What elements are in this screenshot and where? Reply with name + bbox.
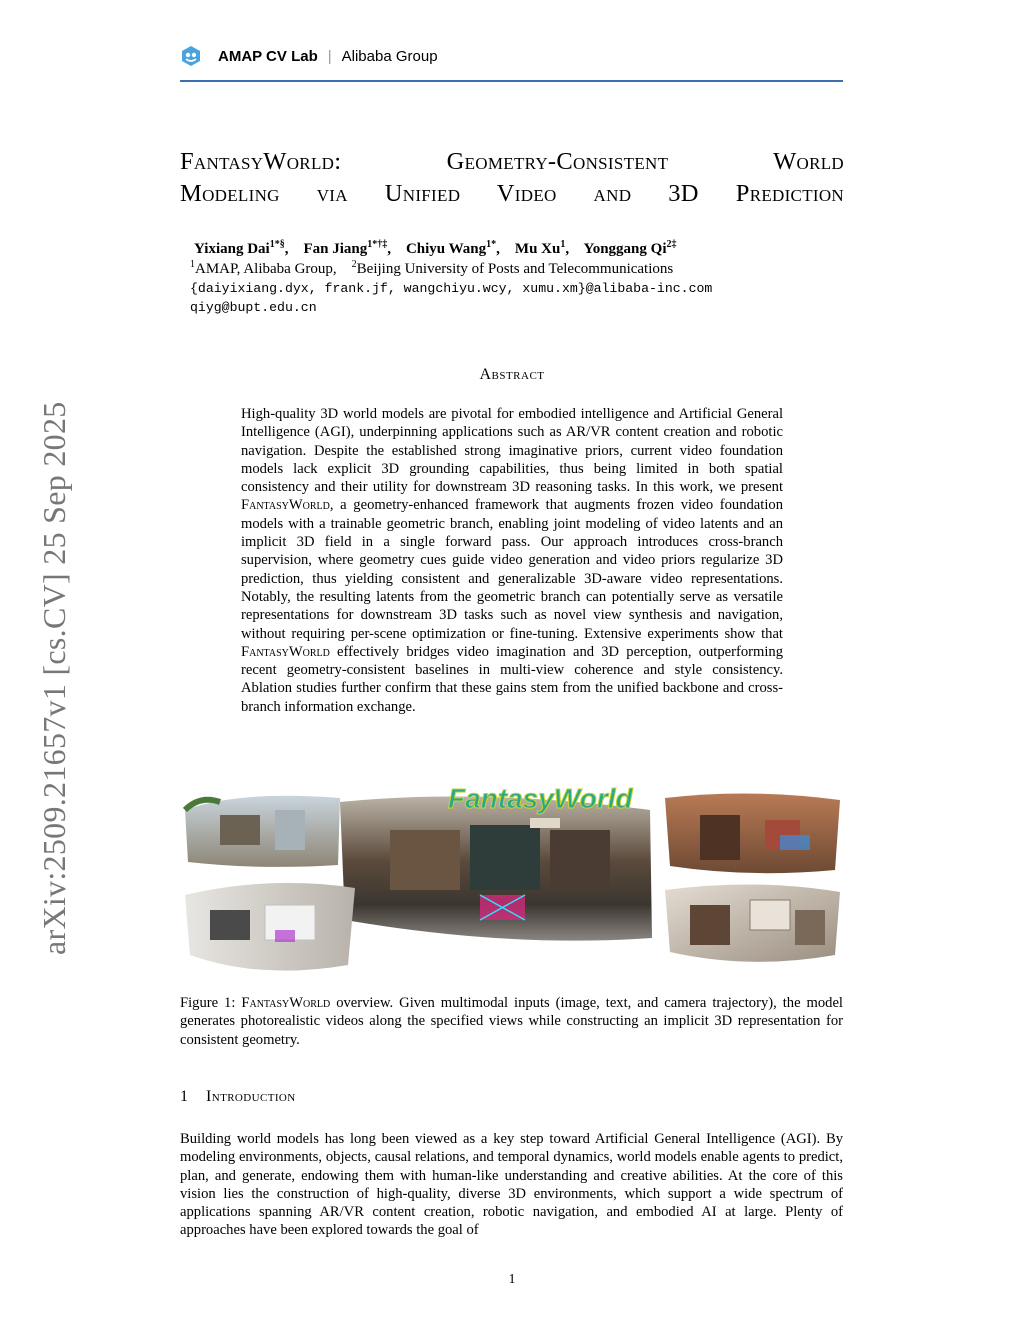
section-heading bbox=[180, 1088, 296, 1106]
caption-text: overview. Given multimodal inputs (image, text, and camera trajectory), the model generates photorealistic videos along the specified views while constructing an implicit 3D representation for consistent geometry. bbox=[180, 995, 843, 1048]
abstract-body bbox=[241, 405, 783, 716]
affiliation-text: AMAP, Alibaba Group, bbox=[195, 261, 337, 277]
abstract-heading: Abstract bbox=[479, 366, 545, 383]
amap-logo-icon bbox=[180, 45, 202, 67]
abstract-text-3: effectively bridges video imagination and 3D perception, outperforming recent geometry-consistent baselines in multi-view coherence and style consistency. Ablation studies further confirm that these gains stem from the unified backbone and cross-branch information exchange. bbox=[241, 643, 783, 715]
page-number: 1 bbox=[508, 1272, 516, 1287]
scene-center-street bbox=[340, 797, 652, 941]
group-name: Alibaba Group bbox=[341, 47, 438, 65]
method-name: FantasyWorld bbox=[241, 643, 330, 660]
author-name: Yonggang Qi bbox=[583, 241, 667, 257]
author-marks: 2‡ bbox=[666, 239, 677, 250]
author-name: Fan Jiang bbox=[303, 241, 368, 257]
scene-bottom-left bbox=[185, 883, 355, 971]
author-name: Chiyu Wang bbox=[405, 241, 487, 257]
lab-name: AMAP CV Lab bbox=[218, 47, 318, 65]
method-name: FantasyWorld bbox=[241, 995, 331, 1011]
affiliation-mark: 2 bbox=[351, 259, 357, 270]
author-marks: 1* bbox=[486, 239, 497, 250]
author-name: Yixiang Dai bbox=[194, 241, 270, 257]
caption-label: Figure 1: bbox=[180, 995, 242, 1011]
scene-top-left bbox=[185, 796, 340, 867]
section-title: Introduction bbox=[206, 1088, 296, 1105]
section-number: 1 bbox=[180, 1088, 188, 1105]
affiliation-mark: 1 bbox=[190, 259, 195, 270]
title-line-1: FantasyWorld: Geometry-Consistent World bbox=[180, 148, 844, 175]
author-marks: 1 bbox=[560, 239, 566, 250]
overview-figure bbox=[180, 770, 844, 985]
scene-bottom-right bbox=[665, 884, 840, 961]
author-marks: 1*†‡ bbox=[367, 239, 388, 250]
arxiv-stamp: arXiv:2509.21657v1 [cs.CV] 25 Sep 2025 bbox=[36, 401, 72, 955]
affiliations bbox=[190, 259, 673, 278]
introduction-paragraph: Building world models has long been viewed as a key step toward Artificial General Intelligence (AGI). By modeling environments, objects, causal relations, and temporal dynamics, world models enable agents to predict, plan, and generate, endowing them with human-like understanding and creative abilities. At the core of this vision lies the construction of high-quality, diverse 3D environments, which support a wide spectrum of applications spanning AR/VR content creation, robotic navigation, and embodied AI at large. Plenty of approaches have been explored towards the goal of bbox=[180, 1131, 843, 1239]
page-header bbox=[180, 44, 843, 68]
figure-caption bbox=[180, 994, 843, 1049]
header-rule bbox=[180, 80, 843, 82]
affiliation-text: Beijing University of Posts and Telecommunications bbox=[356, 261, 674, 277]
author-name: Mu Xu bbox=[514, 241, 561, 257]
title-line-2: Modeling via Unified Video and 3D Prediction bbox=[180, 180, 844, 207]
paper-title bbox=[180, 146, 844, 210]
method-name: FantasyWorld bbox=[241, 497, 330, 514]
email-line-2: qiyg@bupt.edu.cn bbox=[190, 300, 317, 315]
email-line-1: {daiyixiang.dyx, frank.jf, wangchiyu.wcy, xumu.xm}@alibaba-inc.com bbox=[190, 281, 713, 296]
fantasyworld-logo-text: FantasyWorld bbox=[448, 783, 633, 814]
author-marks: 1*§ bbox=[269, 239, 285, 250]
abstract-text-2: , a geometry-enhanced framework that augments frozen video foundation models with a trainable geometric branch, enabling joint modeling of video latents and an implicit 3D field in a single forward pass. Our approach introduces cross-branch supervision, where geometry cues guide video generation and video priors regularize 3D prediction, thus yielding consistent and generalizable 3D-aware video representations. Notably, the resulting latents from the geometric branch can potentially serve as versatile representations for downstream 3D tasks such as novel view synthesis and navigation, without requiring per-scene optimization or fine-tuning. Extensive experiments show that bbox=[241, 497, 783, 642]
author-list: Yixiang Dai$^{1*\S}$, Fan Jiang$^{1*\dagger\ddagger}$, Chiyu Wang$^{1*}$, Mu Xu$^1$, Yonggang $Qi^{2\ddagger}$ bbox=[194, 239, 677, 257]
scene-top-right bbox=[665, 793, 840, 873]
abstract-text-1: High-quality 3D world models are pivotal for embodied intelligence and Artificial General Intelligence (AGI), underpinning applications such as AR/VR content creation and robotic navigation. Despite the established strong imaginative priors, current video foundation models lack explicit 3D grounding capabilities, thus being limited in both spatial consistency and their utility for downstream 3D reasoning tasks. In this work, we present bbox=[241, 406, 783, 496]
header-separator: | bbox=[327, 47, 332, 65]
